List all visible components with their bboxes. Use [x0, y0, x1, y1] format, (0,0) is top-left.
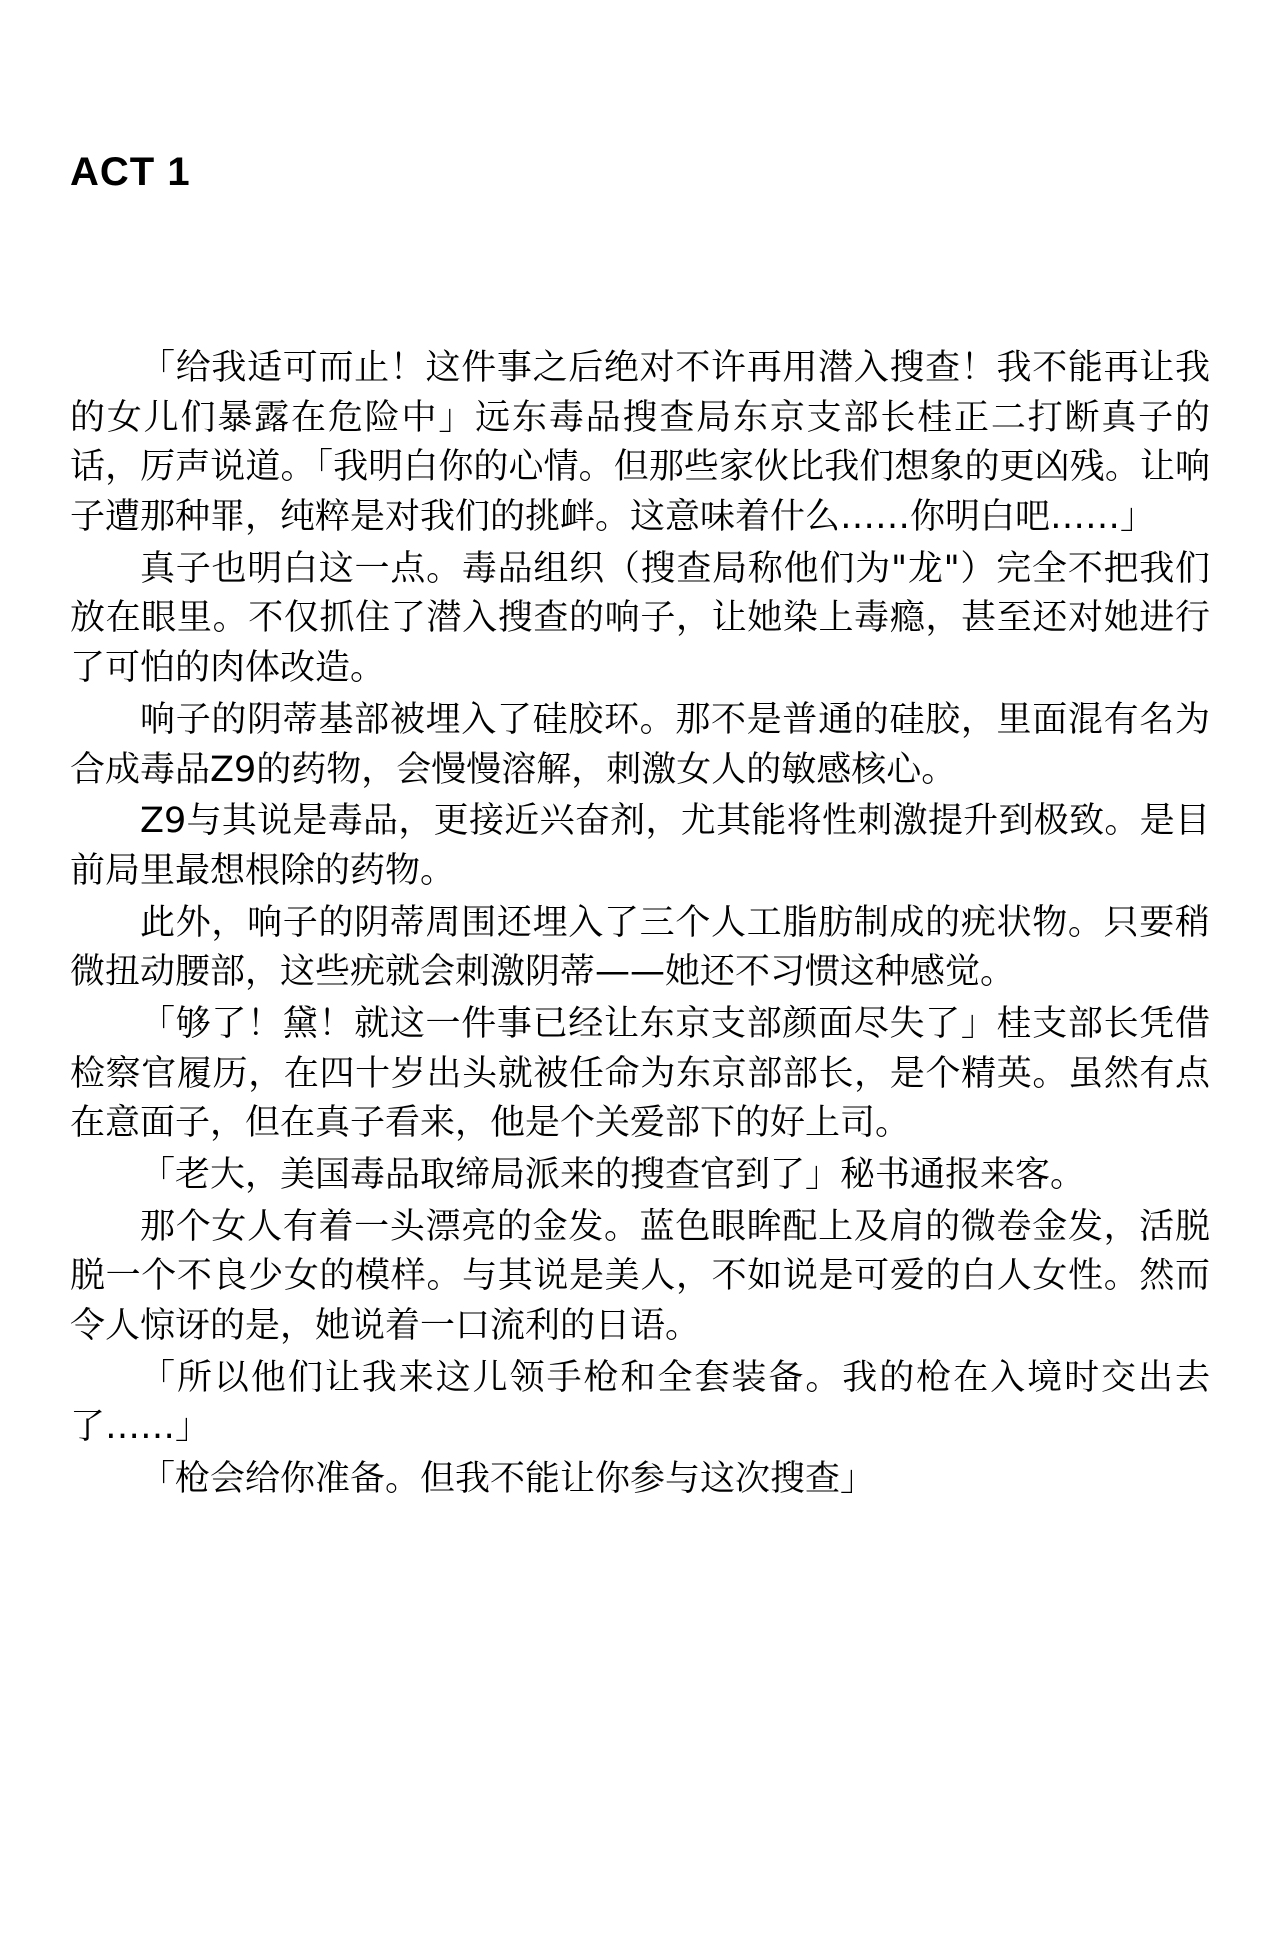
paragraph: 那个女人有着一头漂亮的金发。蓝色眼眸配上及肩的微卷金发，活脱脱一个不良少女的模样。与其说是美人，不如说是可爱的白人女性。然而令人惊讶的是，她说着一口流利的日语。: [70, 1206, 1210, 1347]
paragraph: 响子的阴蒂基部被埋入了硅胶环。那不是普通的硅胶，里面混有名为合成毒品Z9的药物，会慢慢溶解，刺激女人的敏感核心。: [70, 699, 1210, 790]
paragraph: 「老大，美国毒品取缔局派来的搜查官到了」秘书通报来客。: [140, 1155, 1086, 1195]
paragraph: 真子也明白这一点。毒品组织（搜查局称他们为"龙"）完全不把我们放在眼里。不仅抓住了潜入搜查的响子，让她染上毒瘾，甚至还对她进行了可怕的肉体改造。: [70, 548, 1210, 689]
paragraph: 「所以他们让我来这儿领手枪和全套装备。我的枪在入境时交出去了……」: [70, 1357, 1210, 1448]
title-spacer: [70, 194, 1210, 344]
paragraph: Z9与其说是毒品，更接近兴奋剂，尤其能将性刺激提升到极致。是目前局里最想根除的药物。: [70, 801, 1210, 891]
paragraph: 「枪会给你准备。但我不能让你参与这次搜查」: [140, 1459, 876, 1500]
paragraph: 「给我适可而止！这件事之后绝对不许再用潜入搜查！我不能再让我的女儿们暴露在危险中」远东毒品搜查局东京支部长桂正二打断真子的话，厉声说道。「我明白你的心情。但那些家伙比我们想象的更凶残。让响子遭那种罪，纯粹是对我们的挑衅。这意味着什么……你明白吧……」: [70, 348, 1210, 538]
document-body: [70, 344, 1210, 1505]
paragraph: 此外，响子的阴蒂周围还埋入了三个人工脂肪制成的疣状物。只要稍微扭动腰部，这些疣就会刺激阴蒂——她还不习惯这种感觉。: [70, 902, 1210, 993]
page-title: ACT 1: [70, 150, 191, 194]
paragraph: 「够了！黛！就这一件事已经让东京支部颜面尽失了」桂支部长凭借检察官履历，在四十岁出头就被任命为东京部部长，是个精英。虽然有点在意面子，但在真子看来，他是个关爱部下的好上司。: [70, 1003, 1210, 1144]
